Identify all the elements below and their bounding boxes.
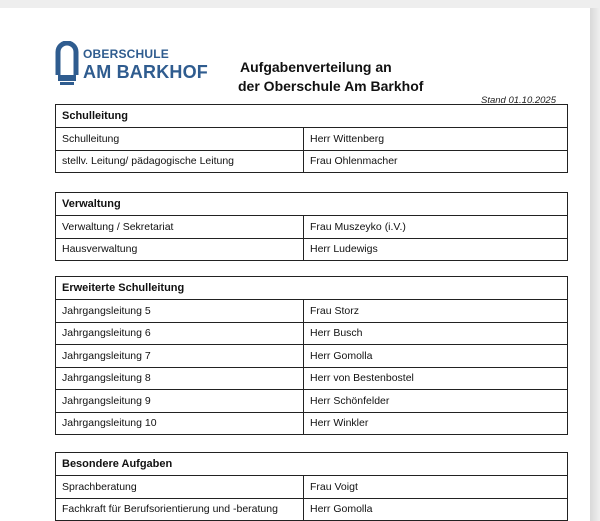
table-row (56, 238, 568, 261)
person-cell: Frau Storz (304, 300, 568, 323)
section-heading-row (56, 193, 568, 216)
school-logo-icon (55, 41, 79, 87)
table-row (56, 412, 568, 435)
role-cell: Jahrgangsleitung 8 (56, 367, 304, 390)
section-table-verwaltung (55, 192, 568, 261)
document-title (220, 58, 430, 96)
table-row (56, 476, 568, 499)
section-heading-row (56, 277, 568, 300)
table-row (56, 498, 568, 521)
table-row (56, 128, 568, 151)
logo-text-line2: AM BARKHOF (83, 61, 208, 82)
table-row (56, 367, 568, 390)
person-cell: Herr von Bestenbostel (304, 367, 568, 390)
role-cell: Jahrgangsleitung 6 (56, 322, 304, 345)
school-logo (55, 41, 208, 87)
document-page (0, 8, 590, 521)
person-cell: Frau Muszeyko (i.V.) (304, 216, 568, 239)
section-table-besondere-aufgaben (55, 452, 568, 521)
section-heading: Verwaltung (56, 193, 568, 216)
section-table-erweiterte-schulleitung (55, 276, 568, 435)
section-heading: Besondere Aufgaben (56, 453, 568, 476)
table-row (56, 322, 568, 345)
person-cell: Herr Gomolla (304, 498, 568, 521)
stand-date: Stand 01.10.2025 (480, 95, 556, 106)
person-cell: Herr Wittenberg (304, 128, 568, 151)
section-heading-row (56, 453, 568, 476)
role-cell: Hausverwaltung (56, 238, 304, 261)
section-heading: Schulleitung (56, 105, 568, 128)
table-row (56, 390, 568, 413)
table-row (56, 216, 568, 239)
title-line2: der Oberschule Am Barkhof (238, 78, 424, 94)
person-cell: Herr Winkler (304, 412, 568, 435)
person-cell: Herr Schönfelder (304, 390, 568, 413)
section-heading: Erweiterte Schulleitung (56, 277, 568, 300)
role-cell: Fachkraft für Berufsorientierung und -beratung (56, 498, 304, 521)
person-cell: Herr Gomolla (304, 345, 568, 368)
role-cell: Schulleitung (56, 128, 304, 151)
table-row (56, 345, 568, 368)
table-row (56, 300, 568, 323)
person-cell: Herr Ludewigs (304, 238, 568, 261)
logo-text-line1: OBERSCHULE (83, 46, 170, 61)
section-table-schulleitung (55, 104, 568, 173)
role-cell: stellv. Leitung/ pädagogische Leitung (56, 150, 304, 173)
role-cell: Verwaltung / Sekretariat (56, 216, 304, 239)
person-cell: Frau Voigt (304, 476, 568, 499)
page-edge-shadow (590, 8, 600, 521)
title-line1: Aufgabenverteilung an (240, 59, 392, 75)
role-cell: Jahrgangsleitung 10 (56, 412, 304, 435)
person-cell: Herr Busch (304, 322, 568, 345)
role-cell: Jahrgangsleitung 7 (56, 345, 304, 368)
section-heading-row (56, 105, 568, 128)
person-cell: Frau Ohlenmacher (304, 150, 568, 173)
table-row (56, 150, 568, 173)
role-cell: Jahrgangsleitung 5 (56, 300, 304, 323)
role-cell: Sprachberatung (56, 476, 304, 499)
role-cell: Jahrgangsleitung 9 (56, 390, 304, 413)
